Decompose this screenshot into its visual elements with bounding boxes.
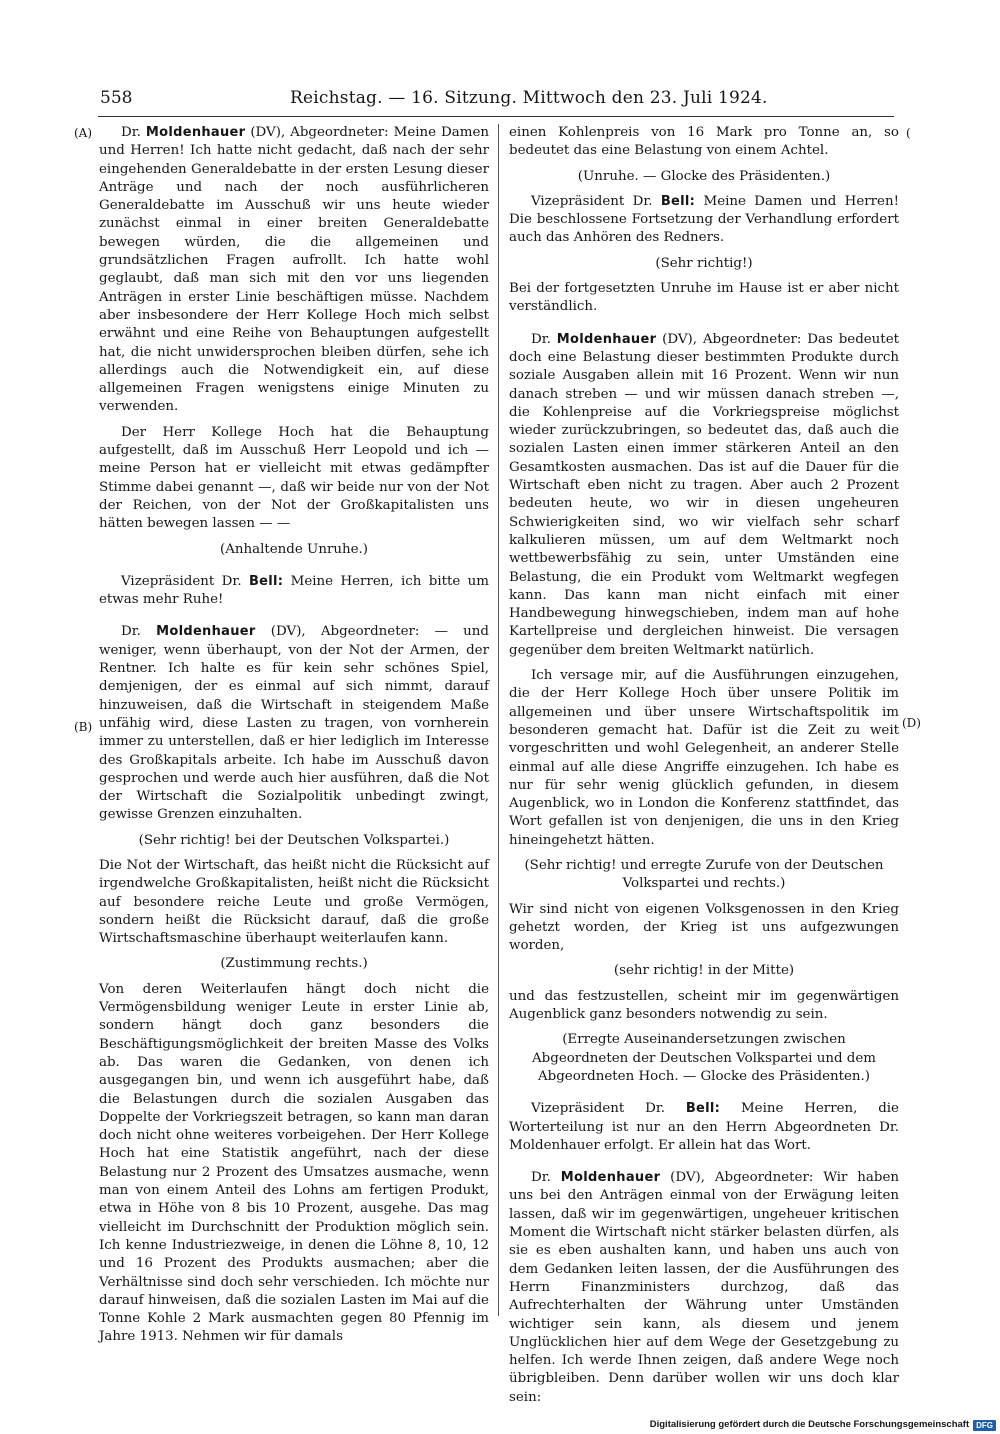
paragraph: Dr. Moldenhauer (DV), Abgeordneter: Meine Damen und Herren! Ich hatte nicht gedacht, daß nach der sehr eingehenden Generaldebatte in der ersten Lesung dieser Anträge und nach der noch ausführlicheren Generaldebatte im Ausschuß wir uns heute wieder zunächst einmal in einer breiten Generaldebatte bewegen würden, die die allgemeinen und grundsätzlichen Fragen aufrollt. Ich hatte wohl geglaubt, daß man sich mit den vor uns liegenden Anträgen in erster Linie beschäftigen müsse. Nachdem aber insbesondere der Herr Kollege Hoch mich selbst erwähnt und eine Reihe von Behauptungen aufgestellt hat, die nicht unwidersprochen bleiben dürfen, sehe ich allerdings auch die Notwendigkeit ein, auf diese allgemeinen Fragen wenigstens einige Minuten zu verwenden.	[99, 125, 490, 415]
paragraph: Dr. Moldenhauer (DV), Abgeordneter: — und weniger, wenn überhaupt, von der Not der Armen, der Rentner. Ich halte es für kein sehr schönes Spiel, demjenigen, der es einmal auf sich nimmt, darauf hinzuweisen, daß die Wirtschaft in steigendem Maße unfähig wird, diese Lasten zu tragen, von vornherein immer zu unterstellen, daß er hier lediglich im Interesse des Großkapitals arbeite. Ich habe im Ausschuß davon gesprochen und werde auch hier ausführen, daß die Not der Wirtschaft die Sozialpolitik unbedingt zwingt, gewisse Grenzen einzuhalten.	[99, 624, 489, 823]
paragraph: einen Kohlenpreis von 16 Mark pro Tonne an, so bedeutet das eine Belastung von einem Achtel.	[509, 125, 899, 159]
dfg-logo-icon: DFG	[973, 1420, 996, 1431]
paragraph: Bei der fortgesetzten Unruhe im Hause ist er aber nicht verständlich.	[509, 281, 899, 315]
footer-text: Digitalisierung gefördert durch die Deutsche Forschungsgemeinschaft	[649, 1419, 970, 1430]
interjection: (sehr richtig! in der Mitte)	[613, 963, 795, 979]
paragraph: Ich versage mir, auf die Ausführungen einzugehen, die der Herr Kollege Hoch über unsere Politik im allgemeinen und über unsere Wirtschaftspolitik im besonderen gemacht hat. Dafür ist die Zeit zu weit vorgeschritten und wohl Gelegenheit, an anderer Stelle einmal auf alle diese Angriffe einzugehen. Ich habe es nur für sehr wenig glücklich gefunden, in diesem Augenblick, wo in London die Konferenz stattfindet, das Wort gefallen ist von denjenigen, die uns in den Krieg hineingehetzt hätten.	[509, 668, 899, 848]
paragraph: Der Herr Kollege Hoch hat die Behauptung aufgestellt, daß im Ausschuß Herr Leopold und ich — meine Person hat er vielleicht mit etwas gedämpfter Stimme dabei genannt —, daß wir beide nur von der Not der Reichen, von der Not der Großkapitalisten uns hätten bewegen lassen — —	[99, 424, 489, 532]
margin-mark-a: (A)	[74, 126, 93, 140]
paragraph: Von deren Weiterlaufen hängt doch nicht die Vermögensbildung weniger Leute in erster Linie ab, sondern hängt doch ganz besonders die Beschäftigungsmöglichkeit der breiten Masse des Volks ab. Das waren die Gedanken, von denen ich ausgegangen bin, und wenn ich ausgeführt habe, daß die Belastungen durch die sozialen Ausgaben das Doppelte der Vorkriegszeit betragen, so kann man daran doch nicht ohne weiteres vorbeigehen. Der Herr Kollege Hoch hat eine Statistik angeführt, nach der diese Belastung nur 2 Prozent des Umsatzes ausmache, wenn man von einem Anteil des Lohns am fertigen Produkt, etwa in Höhe von 8 bis 10 Prozent, ausgehe. Das mag vielleicht im Durchschnitt der Produktion möglich sein. Ich kenne Industriezweige, in denen die Löhne 8, 10, 12 und 16 Prozent des Produkts ausmachen; aber die Verhältnisse sind doch sehr verschieden. Ich möchte nur darauf hinweisen, daß die sozialen Lasten im Mai auf die Tonne Kohle 2 Mark ausmachten gegen 80 Pfennig im Jahre 1913. Nehmen wir für damals	[99, 981, 489, 1345]
speaker-name: Bell:	[685, 1101, 721, 1117]
paragraph: Die Not der Wirtschaft, das heißt nicht die Rücksicht auf irgendwelche Großkapitalisten, heißt nicht die Rücksicht auf besondere reiche Leute und große Vermögen, sondern heißt die Rücksicht darauf, daß die große Wirtschaftsmaschine überhaupt weiterlaufen kann.	[99, 857, 489, 947]
running-title: Reichstag. — 16. Sitzung. Mittwoch den 23. Juli 1924.	[290, 88, 768, 108]
speaker-name: Moldenhauer	[556, 331, 657, 347]
margin-mark-d: (D)	[902, 716, 921, 730]
speaker-name: Moldenhauer	[145, 125, 246, 140]
page-header	[100, 84, 890, 112]
interjection: (Zustimmung rechts.)	[220, 956, 368, 972]
interjection: (Erregte Auseinandersetzungen zwischen Abgeordneten der Deutschen Volkspartei und dem Abgeordneten Hoch. — Glocke des Präsidenten.)	[532, 1032, 876, 1084]
paragraph: und das festzustellen, scheint mir im gegenwärtigen Augenblick ganz besonders notwendig zu sein.	[509, 988, 899, 1023]
speaker-name: Bell:	[660, 193, 696, 209]
paragraph: Dr. Moldenhauer (DV), Abgeordneter: Das bedeutet doch eine Belastung dieser bestimmten Produkte durch soziale Ausgaben allein mit 16 Prozent. Wenn wir nun danach streben — und wir müssen danach streben —, die Kohlenpreise auf die Vorkriegspreise möglichst wieder zurückzubringen, so bedeutet das, daß auch die sozialen Lasten einen immer stärkeren Anteil an den Gesamtkosten ausmachen. Das ist auf die Dauer für die Wirtschaft eben nicht zu tragen. Aber auch 2 Prozent bedeuten heute, wo wir in diesen ungeheuren Schwierigkeiten sind, wo wir vielfach sehr scharf kalkulieren müssen, um auf dem Weltmarkt noch wettbewerbsfähig zu sein, unter Umständen eine Belastung, die ein Produkt vom Weltmarkt wegfegen kann. Das kann man nicht einfach mit einer Handbewegung hinwegschieben, indem man auf hohe Kartellpreise und dergleichen hinweist. Die versagen gegenüber dem breiten Weltmarkt natürlich.	[509, 331, 899, 658]
right-column	[509, 124, 899, 1405]
interjection: (Anhaltende Unruhe.)	[219, 541, 369, 557]
interjection: (Sehr richtig! und erregte Zurufe von der Deutschen Volkspartei und rechts.)	[524, 857, 884, 892]
page-number: 558	[100, 88, 133, 108]
digitization-credit	[606, 1418, 996, 1432]
margin-mark-b: (B)	[74, 720, 93, 734]
column-divider	[498, 124, 499, 1316]
paragraph: Vizepräsident Dr. Bell: Meine Herren, die Worterteilung ist nur an den Herrn Abgeordneten Dr. Moldenhauer erfolgt. Er allein hat das Wort.	[509, 1101, 899, 1153]
interjection: (Sehr richtig!)	[655, 255, 753, 271]
paragraph: Dr. Moldenhauer (DV), Abgeordneter: Wir haben uns bei den Anträgen einmal von der Erwägung leiten lassen, daß wir im gegenwärtigen, ungeheuer kritischen Moment die Wirtschaft nicht stärker belasten dürfen, als sie es eben aushalten kann, und haben uns auch von dem Gedanken leiten lassen, der die Ausführungen des Herrn Finanzministers durchzog, daß das Aufrechterhalten der Währung unter Umständen wichtiger sein kann, als diesem und jenem Unglücklichen hier auf dem Wege der Gesetzgebung zu helfen. Ich werde Ihnen zeigen, daß andere Wege noch übrigbleiben. Denn darüber wollen wir uns doch klar sein:	[509, 1170, 899, 1405]
interjection: (Sehr richtig! bei der Deutschen Volkspartei.)	[138, 832, 450, 848]
interjection: (Unruhe. — Glocke des Präsidenten.)	[577, 168, 831, 184]
header-rule	[98, 116, 894, 117]
speaker-name: Moldenhauer	[156, 624, 256, 640]
paragraph: Vizepräsident Dr. Bell: Meine Herren, ich bitte um etwas mehr Ruhe!	[99, 573, 489, 608]
margin-mark-c: (	[906, 126, 911, 140]
left-column	[99, 124, 490, 1345]
speaker-name: Bell:	[248, 573, 284, 589]
speaker-name: Moldenhauer	[560, 1170, 661, 1186]
paragraph: Wir sind nicht von eigenen Volksgenossen in den Krieg gehetzt worden, der Krieg ist uns aufgezwungen worden,	[509, 901, 899, 954]
paragraph: Vizepräsident Dr. Bell: Meine Damen und Herren! Die beschlossene Fortsetzung der Verhandlung erfordert auch das Anhören des Redners.	[509, 193, 899, 246]
